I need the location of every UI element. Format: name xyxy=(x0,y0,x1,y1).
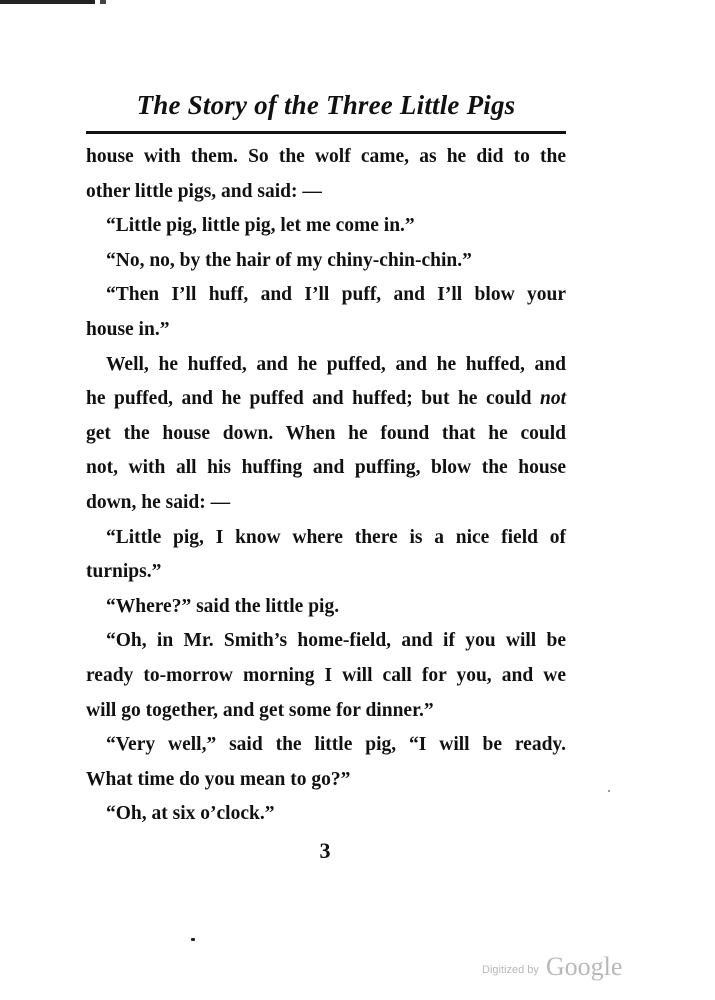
watermark-brand: Google xyxy=(545,952,623,981)
text-line: Well, he huffed, and he puffed, and he huffed, and xyxy=(106,353,566,375)
scan-edge-mark-small xyxy=(100,0,106,4)
page-body-text xyxy=(86,140,566,832)
text-line: “No, no, by the hair of my chiny-chin-chin.” xyxy=(106,249,472,271)
text-line: “Oh, in Mr. Smith’s home-field, and if you will be xyxy=(106,630,566,652)
text-line: What time do you mean to go?” xyxy=(86,768,351,790)
text-line: “Then I’ll huff, and I’ll puff, and I’ll blow your xyxy=(106,284,566,306)
text-line: “Oh, at six o’clock.” xyxy=(106,803,275,825)
text-line: he puffed, and he puffed and huffed; but he could not xyxy=(86,388,566,410)
text-line: turnips.” xyxy=(86,561,162,583)
digitized-watermark xyxy=(482,952,622,982)
text-line: get the house down. When he found that he could xyxy=(86,422,566,444)
scan-edge-mark xyxy=(0,0,95,4)
text-line: house with them. So the wolf came, as he did to the xyxy=(86,146,566,167)
text-line: not, with all his huffing and puffing, blow the house xyxy=(86,457,566,479)
text-line: down, he said: — xyxy=(86,491,231,513)
text-line: house in.” xyxy=(86,318,170,340)
ink-speck xyxy=(191,938,195,941)
text-line: “Where?” said the little pig. xyxy=(106,595,340,617)
text-line: “Little pig, I know where there is a nice field of xyxy=(106,526,566,548)
running-head-rule xyxy=(86,131,566,134)
running-head: The Story of the Three Little Pigs xyxy=(136,90,516,120)
text-line: “Very well,” said the little pig, “I will be ready. xyxy=(106,734,566,756)
page-number: 3 xyxy=(319,838,331,863)
text-line: ready to-morrow morning I will call for you, and we xyxy=(86,664,566,686)
text-line: other little pigs, and said: — xyxy=(86,180,322,202)
text-line: will go together, and get some for dinner.” xyxy=(86,699,434,721)
text-line: “Little pig, little pig, let me come in.” xyxy=(106,215,415,237)
ink-speck xyxy=(608,790,610,792)
emphasized-word: not xyxy=(539,388,566,410)
watermark-prefix: Digitized by xyxy=(482,964,539,976)
